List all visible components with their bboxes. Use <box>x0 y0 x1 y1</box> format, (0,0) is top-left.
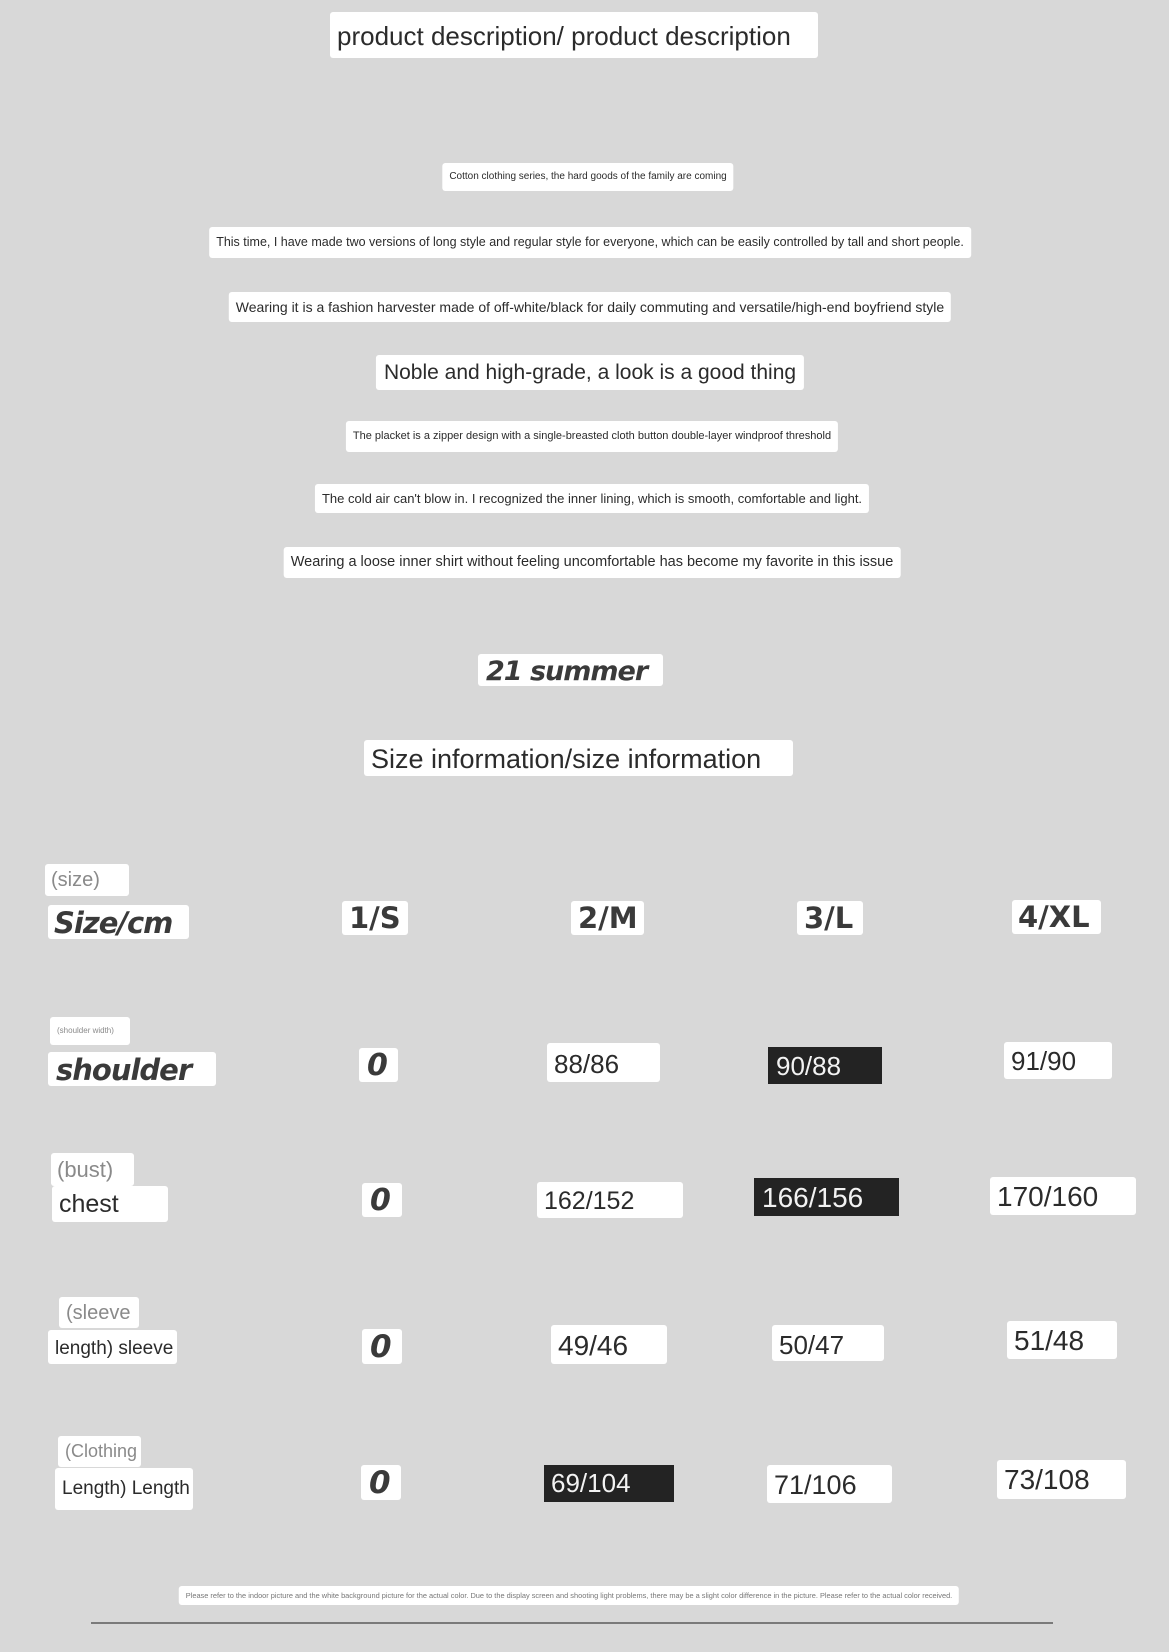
shoulder-note: (shoulder width) <box>50 1017 130 1045</box>
shoulder-size-4xl: 91/90 <box>1004 1042 1112 1079</box>
description-line-3: Wearing it is a fashion harvester made of off-white/black for daily commuting and versatile/high-end boyfriend style <box>229 292 951 322</box>
description-line-6: The cold air can't blow in. I recognized the inner lining, which is smooth, comfortable and light. <box>315 484 869 513</box>
length-note: (Clothing <box>58 1436 141 1467</box>
size-4xl-header: 4/XL <box>1012 900 1101 934</box>
description-line-7: Wearing a loose inner shirt without feeling uncomfortable has become my favorite in this issue <box>284 547 901 578</box>
size-header-label: Size/cm <box>48 905 189 939</box>
size-section-title: Size information/size information <box>364 740 793 776</box>
shoulder-label: shoulder <box>48 1052 216 1086</box>
chest-size-2m: 162/152 <box>537 1182 683 1218</box>
size-header-note: (size) <box>45 864 129 896</box>
chest-size-3l: 166/156 <box>754 1178 899 1216</box>
shoulder-size-2m: 88/86 <box>547 1043 660 1082</box>
length-label: Length) Length <box>55 1468 193 1510</box>
length-size-1s: 0 <box>361 1465 401 1500</box>
description-line-4: Noble and high-grade, a look is a good thing <box>376 355 804 390</box>
chest-size-1s: 0 <box>362 1183 402 1217</box>
size-3l-header: 3/L <box>797 901 863 935</box>
chest-size-4xl: 170/160 <box>990 1177 1136 1215</box>
season-label: 21 summer <box>478 654 663 686</box>
description-line-5: The placket is a zipper design with a single-breasted cloth button double-layer windproof threshold <box>346 421 838 452</box>
page-title: product description/ product description <box>330 12 818 58</box>
shoulder-size-1s: 0 <box>359 1048 398 1082</box>
description-line-1: Cotton clothing series, the hard goods of the family are coming <box>442 163 733 191</box>
footer-divider <box>91 1622 1053 1624</box>
length-size-2m: 69/104 <box>544 1465 674 1502</box>
size-1s-header: 1/S <box>342 901 408 935</box>
chest-note: (bust) <box>51 1153 134 1186</box>
shoulder-size-3l: 90/88 <box>768 1047 882 1084</box>
length-size-4xl: 73/108 <box>997 1460 1126 1499</box>
sleeve-note: (sleeve <box>59 1297 139 1328</box>
sleeve-size-2m: 49/46 <box>551 1325 667 1364</box>
sleeve-label: length) sleeve <box>48 1330 177 1364</box>
description-line-2: This time, I have made two versions of long style and regular style for everyone, which can be easily controlled by tall and short people. <box>209 227 971 258</box>
color-disclaimer: Please refer to the indoor picture and the white background picture for the actual color. Due to the display screen and shooting light problems, there may be a slight color difference in the picture. Please refer to the actual color received. <box>179 1586 959 1605</box>
sleeve-size-4xl: 51/48 <box>1007 1321 1117 1359</box>
chest-label: chest <box>52 1186 168 1222</box>
sleeve-size-3l: 50/47 <box>772 1325 884 1361</box>
sleeve-size-1s: 0 <box>362 1329 402 1364</box>
size-2m-header: 2/M <box>571 901 644 935</box>
length-size-3l: 71/106 <box>767 1465 892 1503</box>
